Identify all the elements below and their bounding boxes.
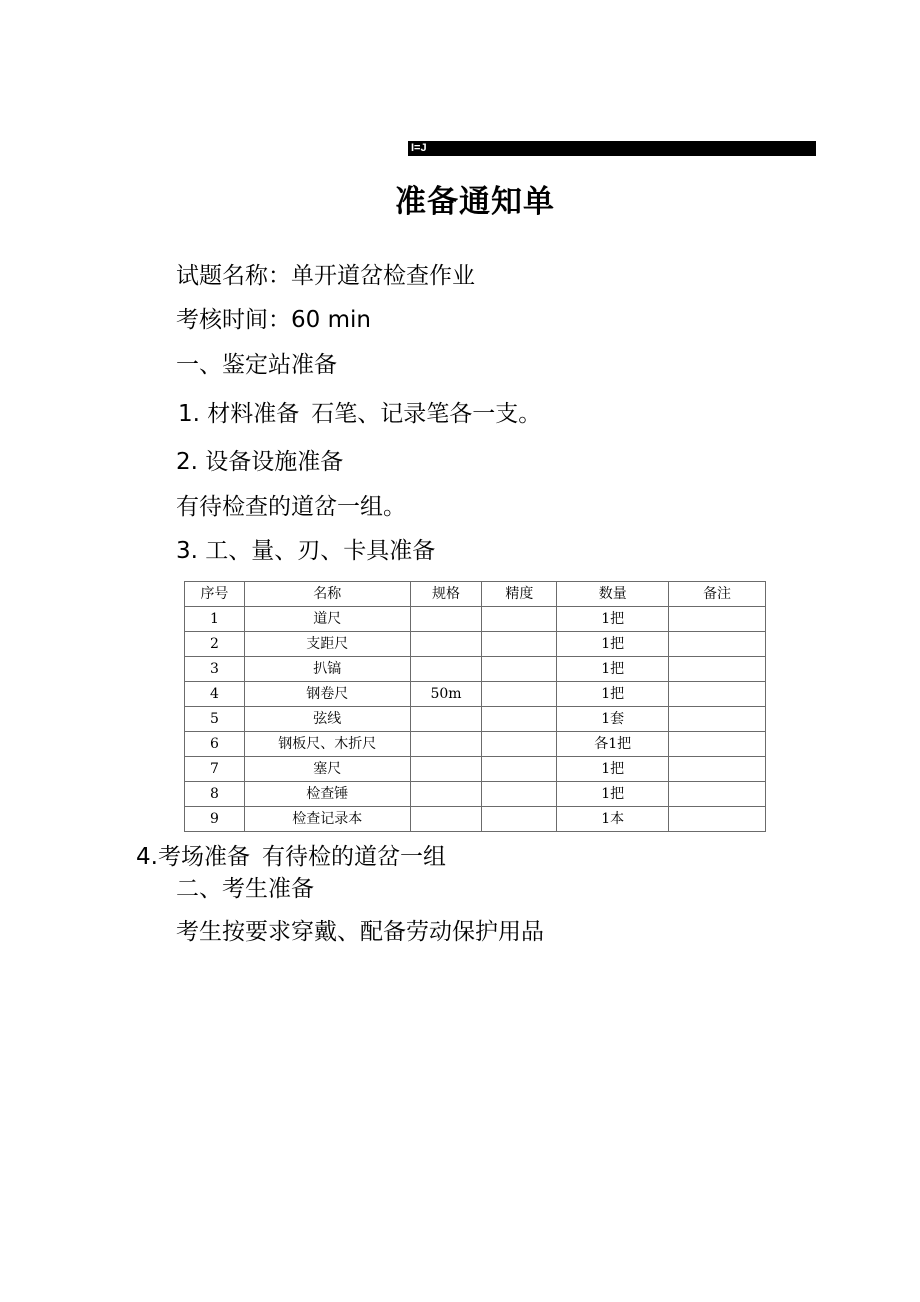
item-4-content: 有待检的道岔一组 <box>261 844 446 870</box>
cell-name: 钢卷尺 <box>244 682 410 707</box>
cell-precision <box>482 732 557 757</box>
table-row <box>185 607 766 632</box>
item-1-number: 1. <box>178 401 200 427</box>
item-2-label: 设备设施准备 <box>205 449 344 475</box>
cell-precision <box>482 657 557 682</box>
item-3-label: 工、量、刃、卡具准备 <box>205 538 436 564</box>
cell-remark <box>669 682 766 707</box>
cell-spec: 50m <box>410 682 482 707</box>
cell-index: 6 <box>185 732 245 757</box>
exam-name-value: 单开道岔检查作业 <box>291 263 475 289</box>
column-header-index: 序号 <box>185 582 245 607</box>
cell-index: 7 <box>185 757 245 782</box>
cell-name: 支距尺 <box>244 632 410 657</box>
exam-name-label: 试题名称： <box>176 263 291 289</box>
cell-quantity: 1本 <box>557 807 669 832</box>
cell-index: 3 <box>185 657 245 682</box>
table-row <box>185 732 766 757</box>
table-row <box>185 807 766 832</box>
cell-index: 5 <box>185 707 245 732</box>
item-4 <box>136 842 446 872</box>
cell-quantity: 1把 <box>557 682 669 707</box>
cell-precision <box>482 607 557 632</box>
cell-remark <box>669 632 766 657</box>
cell-remark <box>669 782 766 807</box>
cell-name: 检查记录本 <box>244 807 410 832</box>
column-header-remark: 备注 <box>669 582 766 607</box>
cell-name: 塞尺 <box>244 757 410 782</box>
cell-quantity: 1把 <box>557 657 669 682</box>
cell-spec <box>410 782 482 807</box>
item-2-content: 有待检查的道岔一组。 <box>176 494 406 520</box>
cell-remark <box>669 732 766 757</box>
table-row <box>185 707 766 732</box>
cell-index: 8 <box>185 782 245 807</box>
cell-quantity: 各1把 <box>557 732 669 757</box>
cell-spec <box>410 607 482 632</box>
cell-spec <box>410 757 482 782</box>
section-two-content: 考生按要求穿戴、配备劳动保护用品 <box>176 919 544 945</box>
column-header-spec: 规格 <box>410 582 482 607</box>
column-header-precision: 精度 <box>482 582 557 607</box>
cell-remark <box>669 707 766 732</box>
cell-quantity: 1套 <box>557 707 669 732</box>
item-3-number: 3. <box>176 538 198 564</box>
cell-spec <box>410 807 482 832</box>
tools-table <box>184 581 766 832</box>
cell-index: 1 <box>185 607 245 632</box>
item-2-number: 2. <box>176 449 198 475</box>
cell-quantity: 1把 <box>557 607 669 632</box>
table-header-row <box>185 582 766 607</box>
column-header-name: 名称 <box>244 582 410 607</box>
item-1-content: 石笔、记录笔各一支。 <box>311 401 542 427</box>
item-2 <box>176 447 343 477</box>
table-row <box>185 682 766 707</box>
cell-name: 钢板尺、木折尺 <box>244 732 410 757</box>
page-title: 准备通知单 <box>395 184 555 220</box>
cell-precision <box>482 782 557 807</box>
item-3 <box>176 536 435 566</box>
cell-name: 检查锤 <box>244 782 410 807</box>
cell-precision <box>482 682 557 707</box>
cell-remark <box>669 807 766 832</box>
cell-remark <box>669 657 766 682</box>
cell-name: 道尺 <box>244 607 410 632</box>
cell-index: 4 <box>185 682 245 707</box>
cell-spec <box>410 732 482 757</box>
section-one-heading: 一、鉴定站准备 <box>176 352 337 378</box>
cell-precision <box>482 757 557 782</box>
cell-quantity: 1把 <box>557 632 669 657</box>
table-row <box>185 782 766 807</box>
item-4-label: 4.考场准备 <box>136 844 250 870</box>
cell-spec <box>410 657 482 682</box>
cell-index: 2 <box>185 632 245 657</box>
header-bar <box>408 141 816 156</box>
table-row <box>185 632 766 657</box>
column-header-quantity: 数量 <box>557 582 669 607</box>
cell-spec <box>410 707 482 732</box>
cell-name: 弦线 <box>244 707 410 732</box>
table-row <box>185 757 766 782</box>
cell-index: 9 <box>185 807 245 832</box>
exam-time-value: 60 min <box>291 307 371 333</box>
exam-time-line <box>176 305 371 335</box>
cell-remark <box>669 757 766 782</box>
item-1-label: 材料准备 <box>207 401 300 427</box>
section-two-heading: 二、考生准备 <box>176 876 314 902</box>
table-row <box>185 657 766 682</box>
exam-name-line <box>176 261 475 291</box>
cell-precision <box>482 632 557 657</box>
item-1 <box>178 399 541 429</box>
cell-spec <box>410 632 482 657</box>
header-mark: I=J <box>411 142 427 154</box>
cell-precision <box>482 807 557 832</box>
cell-quantity: 1把 <box>557 757 669 782</box>
cell-name: 扒镐 <box>244 657 410 682</box>
cell-precision <box>482 707 557 732</box>
cell-quantity: 1把 <box>557 782 669 807</box>
exam-time-label: 考核时间： <box>176 307 291 333</box>
cell-remark <box>669 607 766 632</box>
